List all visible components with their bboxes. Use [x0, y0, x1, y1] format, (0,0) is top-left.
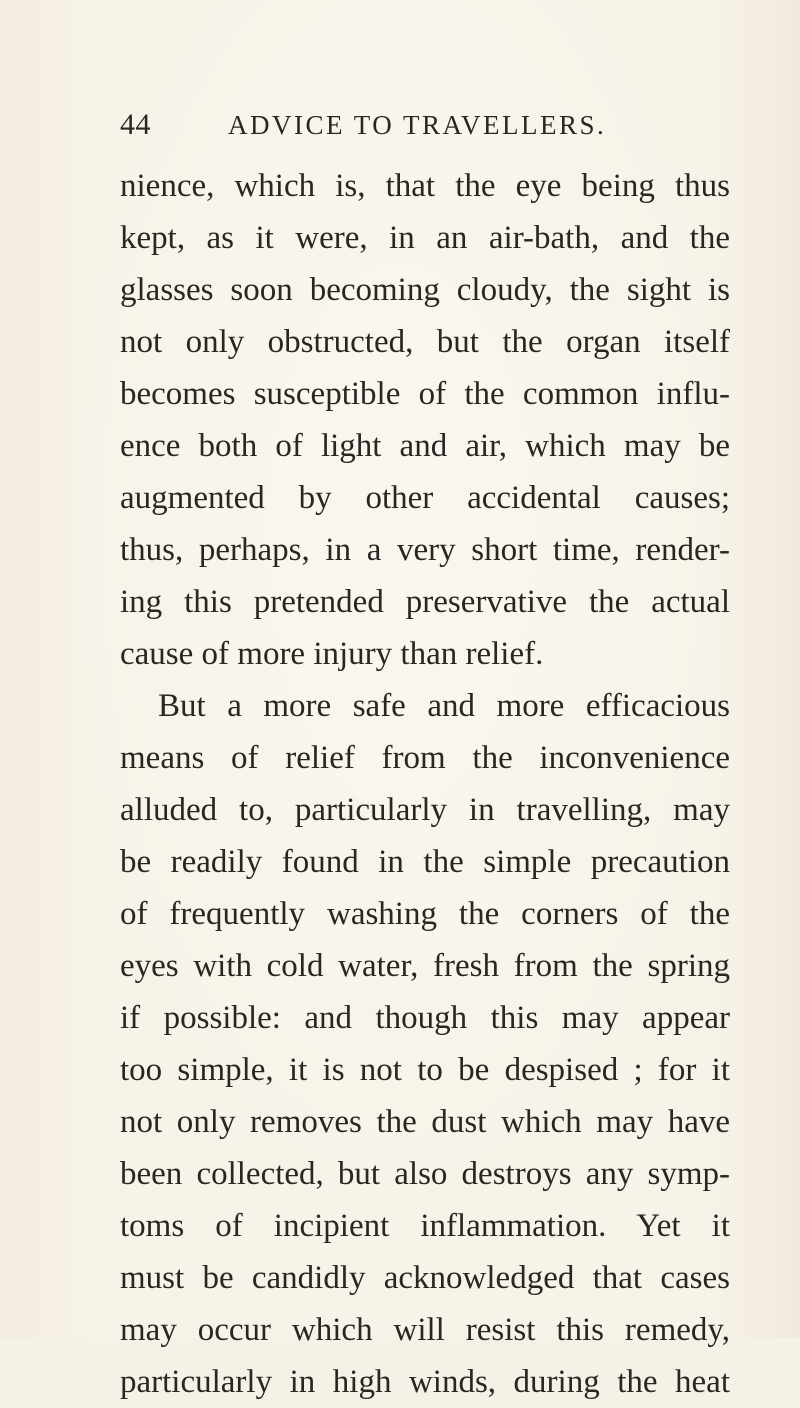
text-line: if possible: and though this may appear — [120, 1000, 730, 1036]
text-line: glasses soon becoming cloudy, the sight is — [120, 272, 730, 308]
text-line: may occur which will resist this remedy, — [120, 1312, 730, 1348]
text-line: ing this pretended preservative the actual — [120, 584, 730, 620]
paragraph — [120, 160, 730, 680]
page-number: 44 — [120, 108, 151, 141]
text-line: ence both of light and air, which may be — [120, 428, 730, 464]
text-line: But a more safe and more efficacious — [158, 688, 730, 724]
text-line: kept, as it were, in an air-bath, and the — [120, 220, 730, 256]
text-line: cause of more injury than relief. — [120, 636, 544, 672]
body-text — [120, 160, 730, 1408]
text-line: toms of incipient inflammation. Yet it — [120, 1208, 730, 1244]
running-head: ADVICE TO TRAVELLERS. — [228, 110, 607, 140]
text-line: means of relief from the inconvenience — [120, 740, 730, 776]
text-line: augmented by other accidental causes; — [120, 480, 730, 516]
text-line: too simple, it is not to be despised ; for it — [120, 1052, 730, 1088]
text-line: nience, which is, that the eye being thus — [120, 168, 730, 204]
text-line: must be candidly acknowledged that cases — [120, 1260, 730, 1296]
text-line: thus, perhaps, in a very short time, render- — [120, 532, 730, 568]
page-header — [120, 108, 720, 152]
text-line: been collected, but also destroys any symp- — [120, 1156, 730, 1192]
text-line: be readily found in the simple precaution — [120, 844, 730, 880]
text-line: of frequently washing the corners of the — [120, 896, 730, 932]
text-line: eyes with cold water, fresh from the spring — [120, 948, 730, 984]
text-line: alluded to, particularly in travelling, may — [120, 792, 730, 828]
paragraph — [120, 680, 730, 1408]
text-line: becomes susceptible of the common influ- — [120, 376, 730, 412]
text-line: particularly in high winds, during the heat — [120, 1364, 730, 1400]
text-line: not only removes the dust which may have — [120, 1104, 730, 1140]
text-line: not only obstructed, but the organ itself — [120, 324, 730, 360]
